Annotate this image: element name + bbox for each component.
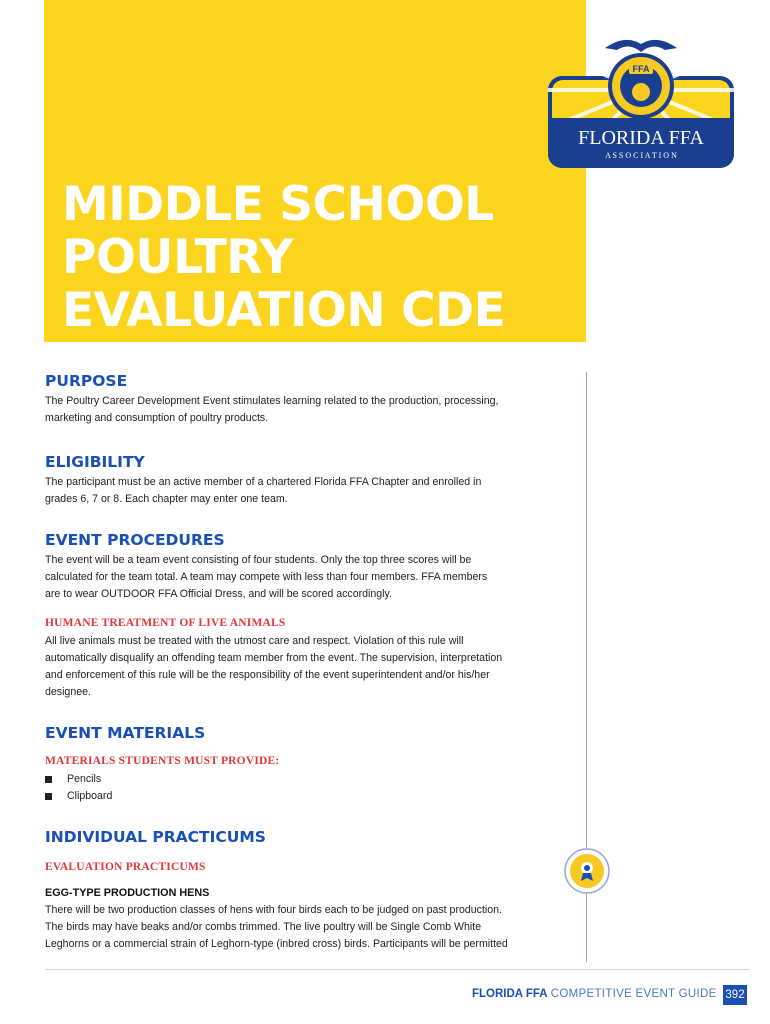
hens-line-1: There will be two production classes of hens with four birds each to be judged on past production. [45, 904, 502, 916]
materials-heading: EVENT MATERIALS [45, 724, 206, 742]
title-line-2: POULTRY [62, 230, 293, 285]
practicums-heading: INDIVIDUAL PRACTICUMS [45, 828, 266, 846]
footer-guide: COMPETITIVE EVENT GUIDE [550, 988, 717, 1000]
list-item [45, 788, 565, 805]
eligibility-section [45, 452, 565, 508]
individual-practicums-section [45, 827, 565, 953]
page-title [62, 178, 505, 337]
humane-line-1: All live animals must be treated with the utmost care and respect. Violation of this rule will [45, 635, 464, 647]
humane-line-2: automatically disqualify an offending team member from the event. The supervision, interpretation [45, 652, 503, 664]
procedures-line-1: The event will be a team event consisting of four students. Only the top three scores will be [45, 554, 472, 566]
humane-treatment-subheading: HUMANE TREATMENT OF LIVE ANIMALS [45, 617, 286, 629]
material-pencils: Pencils [67, 773, 102, 785]
egg-type-hens-text [45, 902, 565, 953]
footer-text [472, 986, 717, 1002]
bullet-square-icon [45, 776, 52, 783]
materials-subheading: MATERIALS STUDENTS MUST PROVIDE: [45, 755, 280, 767]
footer-divider [45, 969, 750, 970]
main-content [45, 371, 565, 953]
hens-line-3: Leghorns or a commercial strain of Leghorn-type (inbred cross) birds. Participants will be permitted [45, 938, 508, 950]
humane-line-4: designee. [45, 686, 91, 698]
eligibility-heading: ELIGIBILITY [45, 453, 145, 471]
title-line-3: EVALUATION CDE [62, 283, 506, 338]
florida-ffa-logo [545, 30, 737, 172]
title-line-1: MIDDLE SCHOOL [62, 177, 494, 232]
procedures-text [45, 552, 565, 603]
materials-list [45, 771, 565, 805]
ffa-emblem-icon [545, 30, 737, 172]
event-procedures-section [45, 530, 565, 701]
eligibility-line-2: grades 6, 7 or 8. Each chapter may enter one team. [45, 493, 288, 505]
purpose-text [45, 393, 565, 427]
purpose-line-2: marketing and consumption of poultry products. [45, 412, 269, 424]
eligibility-text [45, 474, 565, 508]
event-materials-section [45, 723, 565, 805]
svg-text:FFA: FFA [632, 64, 650, 74]
procedures-heading: EVENT PROCEDURES [45, 531, 225, 549]
title-banner [44, 0, 586, 342]
page-number: 392 [723, 985, 747, 1005]
humane-line-3: and enforcement of this rule will be the responsibility of the event superintendent and/or his/her [45, 669, 490, 681]
footer-org: FLORIDA FFA [472, 988, 548, 1000]
purpose-heading: PURPOSE [45, 372, 128, 390]
svg-text:FLORIDA FFA: FLORIDA FFA [578, 127, 704, 149]
evaluation-practicums-subheading: EVALUATION PRACTICUMS [45, 861, 206, 873]
humane-treatment-text [45, 633, 565, 701]
award-ribbon-icon [563, 847, 611, 895]
material-clipboard: Clipboard [67, 790, 113, 802]
eligibility-line-1: The participant must be an active member of a chartered Florida FFA Chapter and enrolled in [45, 476, 482, 488]
purpose-section [45, 371, 565, 427]
svg-text:A S S O C I A T I O N: A S S O C I A T I O N [605, 151, 677, 160]
procedures-line-3: are to wear OUTDOOR FFA Official Dress, and will be scored accordingly. [45, 588, 392, 600]
list-item [45, 771, 565, 788]
hens-line-2: The birds may have beaks and/or combs trimmed. The live poultry will be Single Comb White [45, 921, 482, 933]
bullet-square-icon [45, 793, 52, 800]
egg-type-hens-title: EGG-TYPE PRODUCTION HENS [45, 887, 210, 899]
purpose-line-1: The Poultry Career Development Event stimulates learning related to the production, processing, [45, 395, 499, 407]
procedures-line-2: calculated for the team total. A team may compete with less than four members. FFA members [45, 571, 488, 583]
